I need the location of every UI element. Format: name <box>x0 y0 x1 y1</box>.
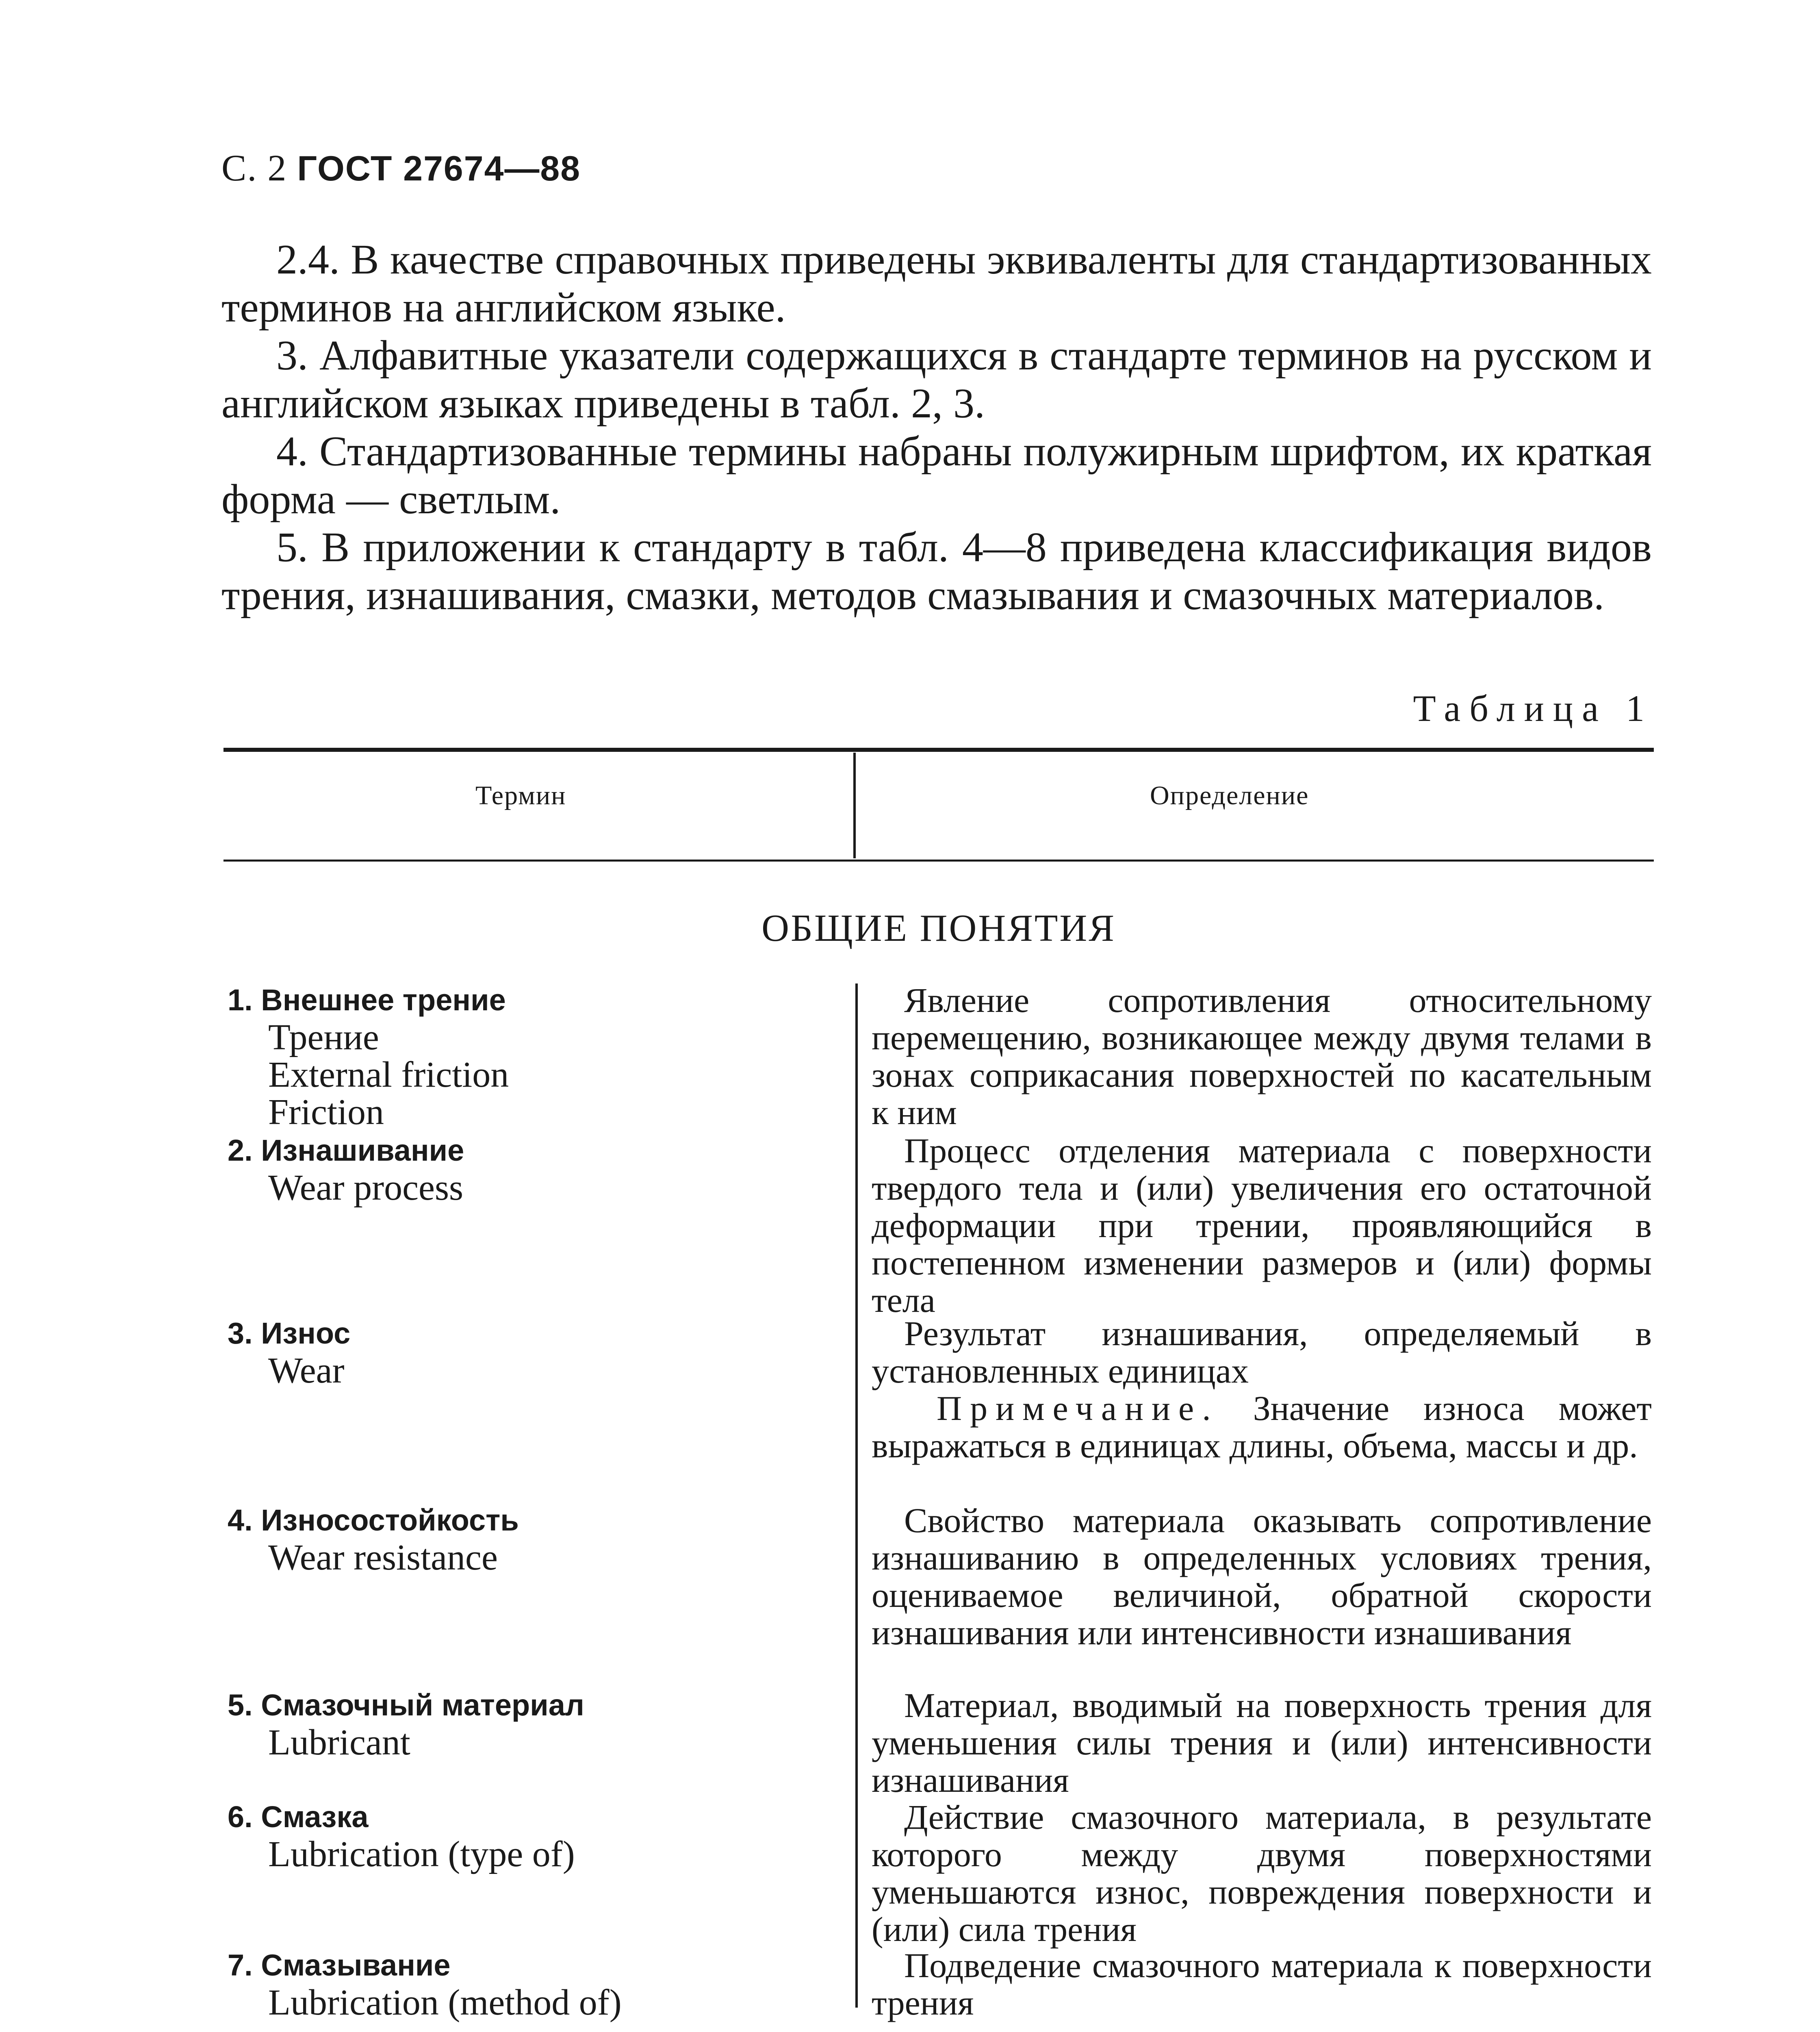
definition-text: Результат изнашивания, определяемый в установленных единицах <box>872 1314 1652 1390</box>
term-definition <box>872 1132 1652 1319</box>
definition-text: Подведение смазочного материала к поверхности трения <box>872 1946 1652 2022</box>
note-label: Примечание. <box>937 1389 1219 1428</box>
term-definition <box>872 981 1652 1131</box>
term-en: Wear resistance <box>268 1537 498 1578</box>
column-header-term: Термин <box>475 781 566 810</box>
definition-text: Материал, вводимый на поверхность трения для уменьшения силы трения и (или) интенсивности изнашивания <box>872 1686 1652 1800</box>
term-entry <box>228 1132 829 1207</box>
term-ru: 2. Изнашивание <box>228 1133 464 1167</box>
term-entry <box>228 981 829 1131</box>
term-ru: 5. Смазочный материал <box>228 1688 584 1722</box>
term-en: Lubrication (method of) <box>268 1982 622 2023</box>
definition-text: Свойство материала оказывать сопротивление изнашиванию в определенных условиях трения, оцениваемое величиной, обратной скорости изнашивания или интенсивности изнашивания <box>872 1501 1652 1652</box>
term-entry <box>228 1502 829 1576</box>
page-header <box>221 146 581 189</box>
term-ru: 4. Износостойкость <box>228 1503 519 1537</box>
intro-paragraph: 2.4. В качестве справочных приведены эквиваленты для стандартизованных терминов на английском языке. <box>221 236 1652 331</box>
definition-note <box>872 1389 1652 1464</box>
term-entry <box>228 1798 829 1873</box>
definition-text: Явление сопротивления относительному перемещению, возникающее между двумя телами в зонах соприкасания поверхностей по касательным к ним <box>872 981 1652 1132</box>
term-ru: 3. Износ <box>228 1316 351 1350</box>
term-en: Friction <box>268 1092 384 1132</box>
intro-paragraph: 5. В приложении к стандарту в табл. 4—8 приведена классификация видов трения, изнашивания, смазки, методов смазывания и смазочных материалов. <box>221 524 1652 619</box>
term-en: External friction <box>268 1055 509 1095</box>
note-text: Значение износа может выражаться в единицах длины, объема, массы и др. <box>872 1389 1652 1465</box>
term-en: Wear process <box>268 1168 464 1208</box>
term-ru: 1. Внешнее трение <box>228 983 506 1017</box>
term-en: Wear <box>268 1350 345 1391</box>
term-ru: 6. Смазка <box>228 1800 369 1834</box>
page-number: С. 2 <box>221 147 287 189</box>
term-en: Lubrication (type of) <box>268 1834 575 1874</box>
term-definition <box>872 1502 1652 1651</box>
term-definition <box>872 1687 1652 1799</box>
standard-number: ГОСТ 27674—88 <box>297 149 581 188</box>
header-bottom-rule <box>223 860 1654 862</box>
term-synonym: Трение <box>268 1017 379 1057</box>
term-entry <box>228 1687 829 1761</box>
definition-text: Действие смазочного материала, в результате которого между двумя поверхностями уменьшаются износ, повреждения поверхности и (или) сила трения <box>872 1798 1652 1949</box>
term-en: Lubricant <box>268 1722 410 1763</box>
table-caption: Таблица 1 <box>1413 688 1653 729</box>
header-column-divider <box>853 753 856 858</box>
term-entry <box>228 1315 829 1389</box>
column-header-definition: Определение <box>1150 781 1309 810</box>
intro-paragraph: 3. Алфавитные указатели содержащихся в стандарте терминов на русском и английском языках приведены в табл. 2, 3. <box>221 332 1652 427</box>
column-divider <box>855 983 858 2008</box>
intro-paragraph: 4. Стандартизованные термины набраны полужирным шрифтом, их краткая форма — светлым. <box>221 428 1652 523</box>
term-ru: 7. Смазывание <box>228 1948 451 1982</box>
term-definition <box>872 1315 1652 1464</box>
intro-text <box>221 236 1652 619</box>
table-top-rule <box>223 748 1654 752</box>
term-entry <box>228 1947 829 2021</box>
term-definition <box>872 1947 1652 2021</box>
term-definition <box>872 1798 1652 1948</box>
definition-text: Процесс отделения материала с поверхности твердого тела и (или) увеличения его остаточной деформации при трении, проявляющийся в постепенном изменении размеров и (или) формы тела <box>872 1131 1652 1320</box>
section-title: ОБЩИЕ ПОНЯТИЯ <box>761 907 1116 949</box>
